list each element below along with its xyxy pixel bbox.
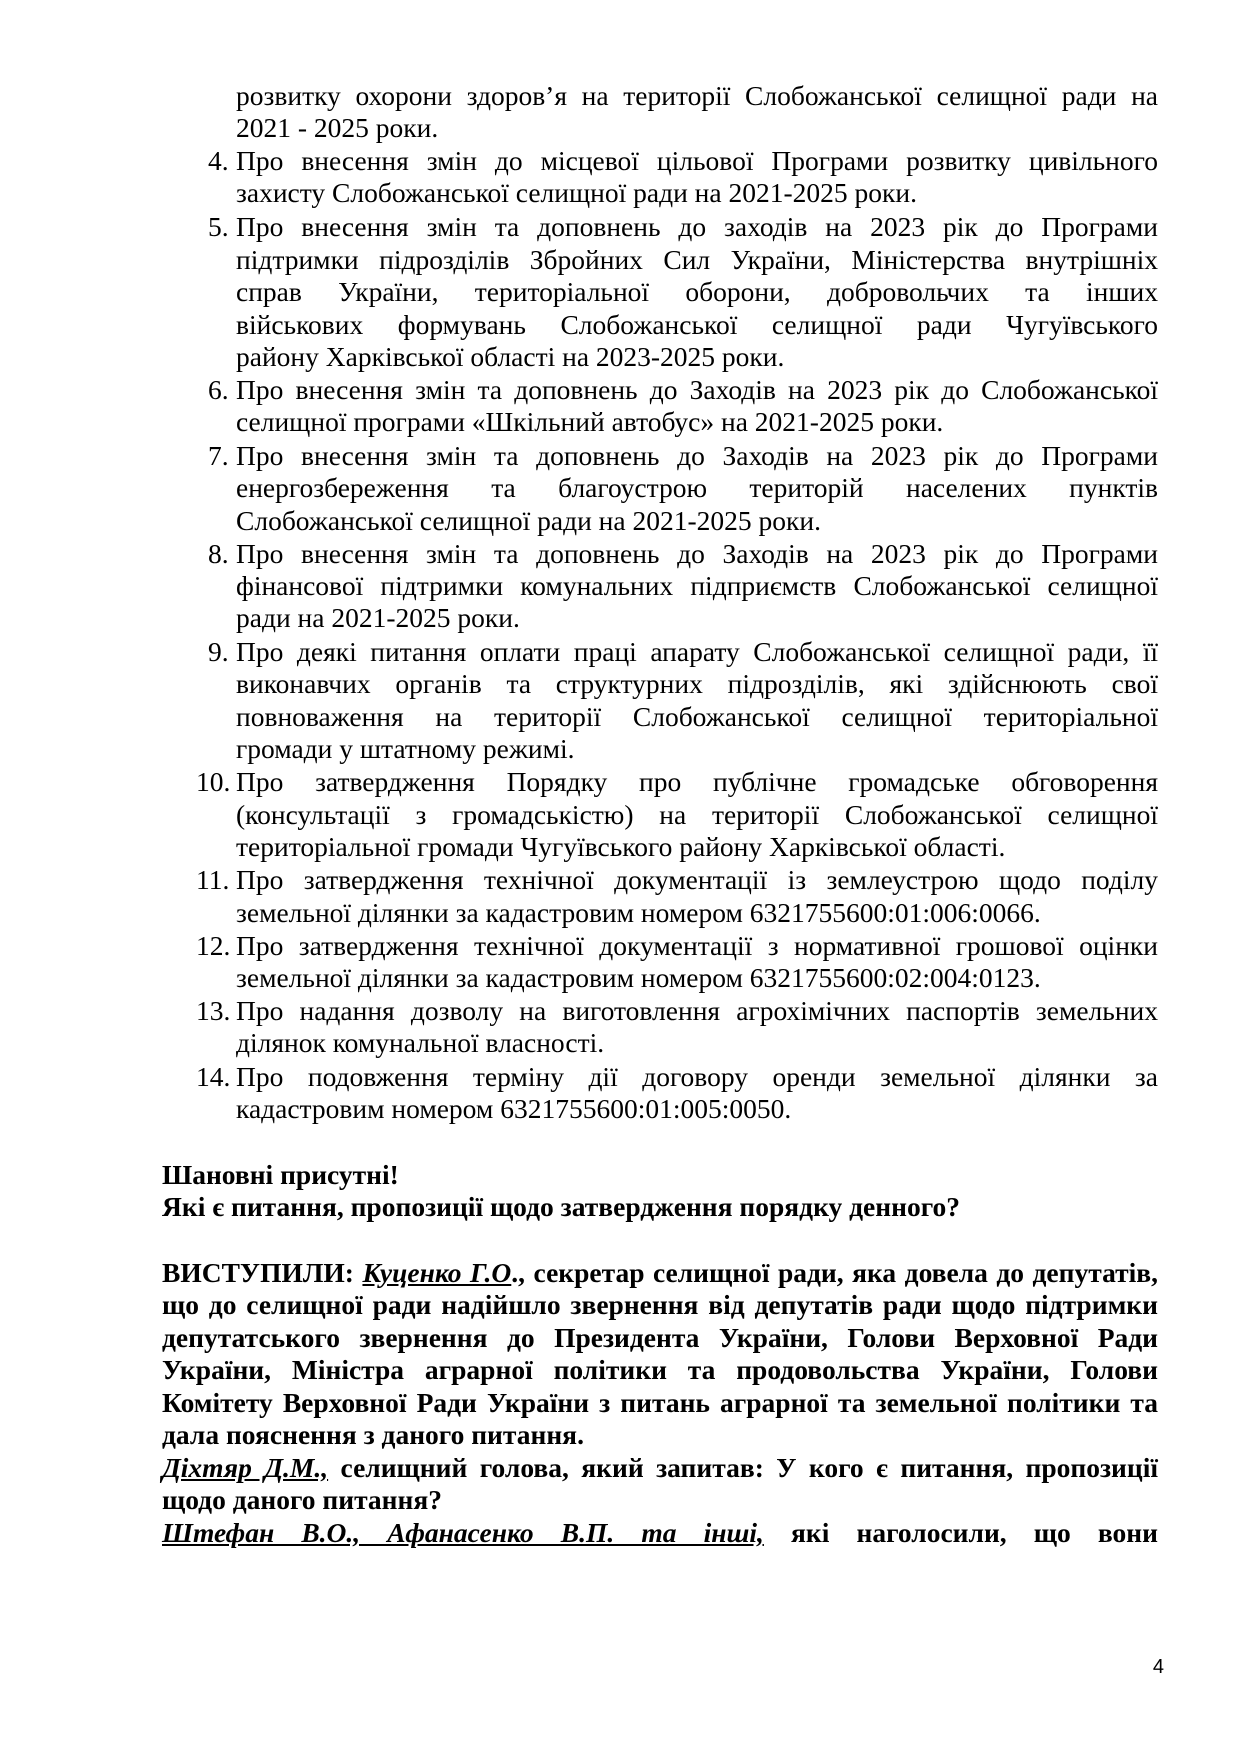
- agenda-item-line: ділянок комунальної власності.: [236, 1027, 605, 1058]
- agenda-item-line: ради на 2021-2025 роки.: [236, 602, 520, 633]
- speech-line: що до селищної ради надійшло звернення від депутатів ради щодо підтримки: [162, 1289, 1158, 1320]
- agenda-item-number: 10.: [196, 766, 231, 797]
- agenda-item-line: енергозбереження та благоустрою територій населених пунктів: [236, 472, 1158, 503]
- agenda-item-line: району Харківської області на 2023-2025 роки.: [236, 341, 785, 372]
- greeting-line: Шановні присутні!: [162, 1159, 399, 1190]
- agenda-item-line: Про внесення змін та доповнень до Заходів на 2023 рік до Програми: [236, 440, 1158, 471]
- question-line: Які є питання, пропозиції щодо затвердження порядку денного?: [162, 1191, 961, 1222]
- speech-line: України, Міністра аграрної політики та продовольства України, Голови: [162, 1354, 1158, 1385]
- agenda-item-line: Про затвердження технічної документації із землеустрою щодо поділу: [236, 864, 1158, 895]
- agenda-item-number: 5.: [208, 211, 229, 242]
- agenda-item-line: Про затвердження Порядку про публічне громадське обговорення: [236, 766, 1158, 797]
- agenda-item-line: земельної ділянки за кадастровим номером 6321755600:01:006:0066.: [236, 897, 1041, 928]
- agenda-item-line: підтримки підрозділів Збройних Сил України, Міністерства внутрішніх: [236, 244, 1158, 275]
- agenda-item-line: (консультації з громадськістю) на території Слобожанської селищної: [236, 799, 1158, 830]
- speech-line: Штефан В.О., Афанасенко В.П. та інші, які наголосили, що вони: [162, 1517, 1158, 1548]
- agenda-item-number: 4.: [208, 145, 229, 176]
- agenda-item-line: Про внесення змін до місцевої цільової Програми розвитку цивільного: [236, 145, 1158, 176]
- agenda-item-line: земельної ділянки за кадастровим номером 6321755600:02:004:0123.: [236, 962, 1041, 993]
- speech-line: Діхтяр Д.М., селищний голова, який запитав: У кого є питання, пропозиції: [162, 1452, 1159, 1483]
- agenda-item-number: 12.: [196, 930, 231, 961]
- agenda-item-line: громади у штатному режимі.: [236, 733, 575, 764]
- agenda-item-line: повноваження на території Слобожанської селищної територіальної: [236, 701, 1158, 732]
- agenda-item-line: справ України, територіальної оборони, добровольчих та інших: [236, 276, 1158, 307]
- agenda-item-line: Про внесення змін та доповнень до заходів на 2023 рік до Програми: [236, 211, 1158, 242]
- speech-line: депутатського звернення до Президента України, Голови Верховної Ради: [162, 1322, 1158, 1353]
- agenda-item-line: захисту Слобожанської селищної ради на 2021-2025 роки.: [236, 177, 917, 208]
- speaker-name: Куценко Г.О: [362, 1257, 512, 1288]
- agenda-item-line: Про затвердження технічної документації з нормативної грошової оцінки: [236, 930, 1158, 961]
- agenda-item-line: територіальної громади Чугуївського району Харківської області.: [236, 831, 1006, 862]
- agenda-item-line: виконавчих органів та структурних підрозділів, які здійснюють свої: [236, 668, 1158, 699]
- agenda-item-line: Про внесення змін та доповнень до Заходів на 2023 рік до Програми: [236, 538, 1158, 569]
- speech-label: ВИСТУПИЛИ: [162, 1257, 345, 1288]
- speaker-name: Штефан В.О., Афанасенко В.П. та інші,: [162, 1517, 764, 1548]
- agenda-item-line: Про подовження терміну дії договору оренди земельної ділянки за: [236, 1061, 1158, 1092]
- agenda-item-number: 9.: [208, 636, 229, 667]
- agenda-item-number: 6.: [208, 374, 229, 405]
- speech-line: Комітету Верховної Ради України з питань аграрної та земельної політики та: [162, 1387, 1158, 1418]
- agenda-item-line: Слобожанської селищної ради на 2021-2025 роки.: [236, 505, 821, 536]
- agenda-item-line: кадастровим номером 6321755600:01:005:0050.: [236, 1093, 792, 1124]
- agenda-item-number: 11.: [196, 864, 230, 895]
- agenda-item-line: Про надання дозволу на виготовлення агрохімічних паспортів земельних: [236, 995, 1158, 1026]
- agenda-item-line: селищної програми «Шкільний автобус» на 2021-2025 роки.: [236, 406, 944, 437]
- agenda-continuation-line: розвитку охорони здоров’я на території Слобожанської селищної ради на: [236, 80, 1158, 111]
- speaker-name: Діхтяр Д.М.,: [162, 1452, 329, 1483]
- agenda-item-number: 7.: [208, 440, 229, 471]
- agenda-item-line: військових формувань Слобожанської селищної ради Чугуївського: [236, 309, 1158, 340]
- agenda-item-line: Про внесення змін та доповнень до Заходів на 2023 рік до Слобожанської: [236, 374, 1158, 405]
- agenda-item-number: 8.: [208, 538, 229, 569]
- agenda-item-number: 14.: [196, 1061, 231, 1092]
- agenda-item-line: фінансової підтримки комунальних підприємств Слобожанської селищної: [236, 570, 1158, 601]
- agenda-item-line: Про деякі питання оплати праці апарату Слобожанської селищної ради, її: [236, 636, 1158, 667]
- speech-line: ВИСТУПИЛИ: Куценко Г.О., секретар селищної ради, яка довела до депутатів,: [162, 1257, 1158, 1288]
- agenda-item-number: 13.: [196, 995, 231, 1026]
- page-number: 4: [1152, 1656, 1164, 1678]
- speech-line: дала пояснення з даного питання.: [162, 1419, 584, 1450]
- speech-line: щодо даного питання?: [162, 1484, 442, 1515]
- agenda-continuation-line: 2021 - 2025 роки.: [236, 112, 439, 143]
